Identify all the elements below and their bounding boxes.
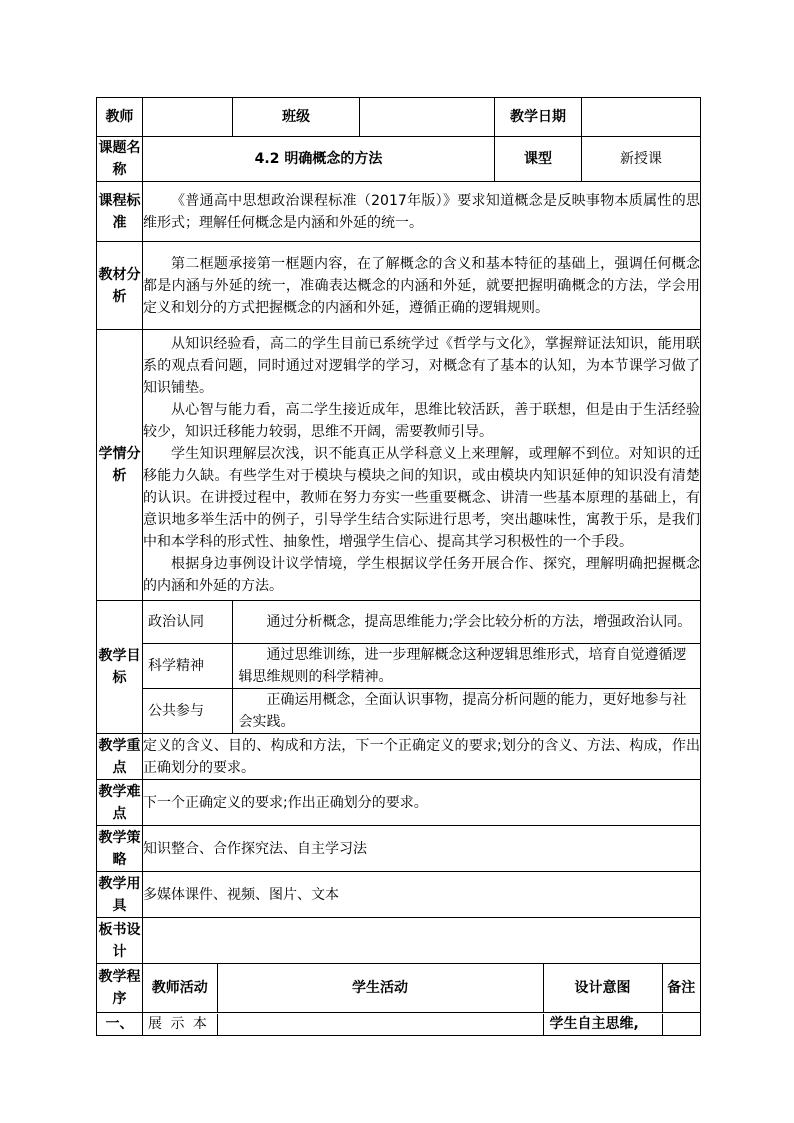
goals-table — [143, 601, 700, 733]
standard-paragraph: 《普通高中思想政治课程标准（2017年版）》要求知道概念是反映事物本质属性的思维形式；理解任何概念是内涵和外延的统一。 — [143, 192, 700, 231]
material-label: 教材分析 — [97, 242, 143, 330]
process-teacher-header: 教师活动 — [143, 964, 217, 1012]
goal-item — [143, 644, 700, 689]
lesson-plan-table — [96, 97, 701, 1036]
goal-item — [143, 689, 700, 734]
standard-text — [143, 182, 701, 242]
process-student-header: 学生活动 — [217, 964, 543, 1012]
goal-item — [143, 601, 700, 644]
teacher-value — [143, 98, 233, 137]
topic-value: 4.2 明确概念的方法 — [143, 137, 495, 182]
type-label: 课型 — [495, 137, 582, 182]
board-row — [97, 918, 701, 964]
standard-label: 课程标准 — [97, 182, 143, 242]
type-value: 新授课 — [582, 137, 701, 182]
process-notes-header: 备注 — [667, 980, 696, 996]
goal-text — [232, 689, 700, 734]
standard-row — [97, 182, 701, 242]
class-label: 班级 — [233, 98, 360, 137]
process-notes-cell — [662, 1014, 700, 1035]
student-label: 学情分析 — [97, 330, 143, 601]
student-paragraph: 根据身边事例设计议学情境，学生根据议学任务开展合作、探究，理解明确把握概念的内涵和外延的方法。 — [143, 556, 700, 594]
class-value — [360, 98, 495, 137]
process-intent-cell: 学生自主思维, — [543, 1014, 662, 1035]
goal-name: 科学精神 — [143, 644, 232, 689]
goal-name: 公共参与 — [143, 689, 232, 734]
student-paragraph: 学生知识理解层次浅，识不能真正从学科意义上来理解，或理解不到位。对知识的迁移能力久缺。有些学生对于模块与模块之间的知识，或由模块内知识延伸的知识没有清楚的认识。在讲授过程中，教师在努力夯实一些重要概念、讲清一些基本原理的基础上，有意识地多举生活中的例子，引导学生结合实际进行思考，突出趣味性，寓教于乐，是我们中和本学科的形式性、抽象性，增强学生信心、提高其学习积极性的一个手段。 — [143, 446, 700, 550]
goal-paragraph: 通过分析概念，提高思维能力;学会比较分析的方法，增强政治认同。 — [266, 614, 692, 630]
difficulties-text: 下一个正确定义的要求;作出正确划分的要求。 — [143, 780, 701, 826]
process-header-cell — [143, 964, 701, 1013]
tools-label: 教学用具 — [97, 872, 143, 918]
strategy-text: 知识整合、合作探究法、自主学习法 — [143, 826, 701, 872]
topic-label: 课题名称 — [97, 137, 143, 182]
process-row — [97, 1013, 701, 1036]
board-value — [143, 918, 701, 964]
date-value — [582, 98, 701, 137]
tools-row — [97, 872, 701, 918]
student-row — [97, 330, 701, 601]
date-label: 教学日期 — [495, 98, 582, 137]
process-header-row — [97, 964, 701, 1013]
student-paragraph: 从心智与能力看，高二学生接近成年，思维比较活跃，善于联想，但是由于生活经验较少，知识迁移能力较弱，思维不开阔，需要教师引导。 — [143, 402, 700, 440]
key-points-text: 定义的含义、目的、构成和方法，下一个正确定义的要求;划分的含义、方法、构成，作出正确划分的要求。 — [143, 734, 701, 780]
key-points-row — [97, 734, 701, 780]
tools-text: 多媒体课件、视频、图片、文本 — [143, 872, 701, 918]
goals-label: 教学目标 — [97, 601, 143, 734]
process-intent-header: 设计意图 — [543, 964, 662, 1012]
goal-text — [232, 601, 700, 644]
goals-cell — [143, 601, 701, 734]
goal-paragraph: 通过思维训练，进一步理解概念这种逻辑思维形式，培育自觉遵循逻辑思维规则的科学精神。 — [238, 647, 687, 685]
goal-name: 政治认同 — [143, 601, 232, 644]
process-label: 教学程序 — [97, 964, 143, 1013]
strategy-label: 教学策略 — [97, 826, 143, 872]
difficulties-label: 教学难点 — [97, 780, 143, 826]
goal-text — [232, 644, 700, 689]
process-student-cell — [217, 1014, 543, 1035]
goals-row — [97, 601, 701, 734]
material-text — [143, 242, 701, 330]
process-row-cell — [143, 1013, 701, 1036]
student-text — [143, 330, 701, 601]
process-header-table — [143, 964, 700, 1012]
difficulties-row — [97, 780, 701, 826]
strategy-row — [97, 826, 701, 872]
board-label: 板书设计 — [97, 918, 143, 964]
material-row — [97, 242, 701, 330]
process-step: 一、 — [97, 1013, 143, 1036]
topic-row — [97, 137, 701, 182]
teacher-label: 教师 — [97, 98, 143, 137]
header-row — [97, 98, 701, 137]
material-paragraph: 第二框题承接第一框题内容，在了解概念的含义和基本特征的基础上，强调任何概念都是内涵与外延的统一，准确表达概念的内涵和外延，就要把握明确概念的方法，学会用定义和划分的方式把握概念的内涵和外延，遵循正确的逻辑规则。 — [143, 255, 700, 316]
process-row-table — [143, 1014, 700, 1035]
key-points-label: 教学重点 — [97, 734, 143, 780]
process-teacher-cell: 展 示 本 — [143, 1014, 217, 1035]
student-paragraph: 从知识经验看，高二的学生目前已系统学过《哲学与文化》，掌握辩证法知识，能用联系的观点看问题，同时通过对逻辑学的学习，对概念有了基本的认知，为本节课学习做了知识铺垫。 — [143, 336, 700, 396]
goal-paragraph: 正确运用概念，全面认识事物，提高分析问题的能力，更好地参与社会实践。 — [238, 692, 687, 730]
